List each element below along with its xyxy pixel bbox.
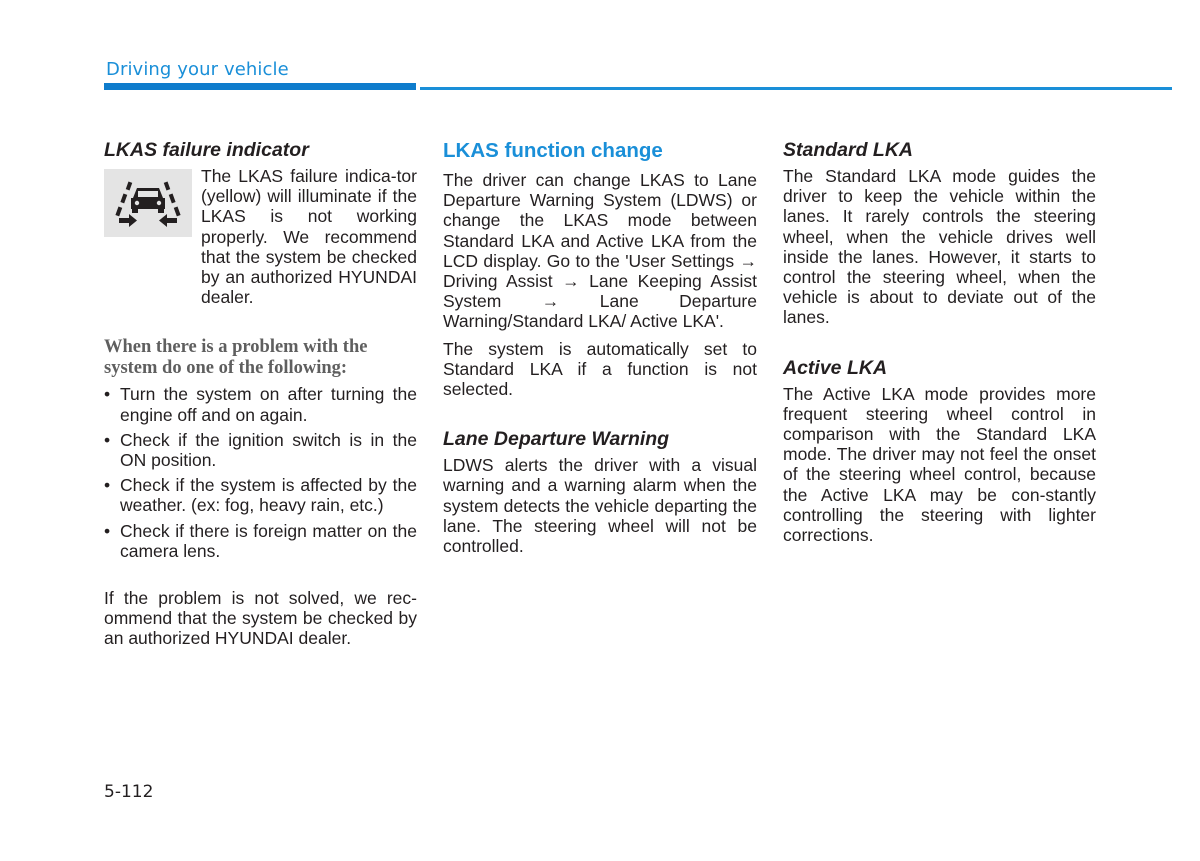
function-change-paragraph: The driver can change LKAS to Lane Departure Warning System (LDWS) or change the LKAS mode between Standard LKA and Active LKA from the LCD display. Go to the 'User Settings → Driving Assist → Lane Keeping Assist System → Lane Departure Warning/Standard LKA/ Active LKA'. bbox=[443, 170, 757, 332]
active-lka-heading: Active LKA bbox=[783, 356, 888, 379]
standard-lka-heading: Standard LKA bbox=[783, 139, 914, 161]
indicator-description: The LKAS failure indica-tor (yellow) will illuminate if the LKAS is not working properly. We recommend that the system be checked by an authorized HYUNDAI dealer. bbox=[201, 166, 417, 308]
page-number: 5-112 bbox=[104, 782, 154, 802]
lkas-function-change-heading: LKAS function change bbox=[443, 139, 663, 162]
lkas-failure-heading: LKAS failure indicator bbox=[104, 139, 309, 161]
list-item: • Turn the system on after turning the engine off and on again. bbox=[104, 384, 417, 424]
problem-heading: When there is a problem with the system do one of the following: bbox=[104, 337, 368, 379]
section-title: Driving your vehicle bbox=[106, 59, 289, 80]
lkas-lane-warning-icon bbox=[104, 169, 192, 237]
default-mode-paragraph: The system is automatically set to Standard LKA if a function is not selected. bbox=[443, 338, 757, 400]
troubleshooting-list bbox=[104, 384, 417, 561]
header-rule-thin bbox=[420, 87, 1172, 90]
ldw-heading: Lane Departure Warning bbox=[443, 428, 670, 451]
header-rule-thick bbox=[104, 83, 416, 90]
ldw-paragraph: LDWS alerts the driver with a visual warning and a warning alarm when the system detects the vehicle departing the lane. The steering wheel will not be controlled. bbox=[443, 455, 757, 557]
standard-lka-paragraph: The Standard LKA mode guides the driver to keep the vehicle within the lanes. It rarely controls the steering wheel, when the vehicle drives well inside the lanes. However, it starts to control the steering wheel, when the vehicle is about to deviate out of the lanes. bbox=[783, 166, 1096, 328]
list-item: • Check if there is foreign matter on the camera lens. bbox=[104, 521, 417, 561]
column-left bbox=[104, 138, 417, 649]
closing-paragraph: If the problem is not solved, we rec-ommend that the system be checked by an authorized HYUNDAI dealer. bbox=[104, 588, 417, 649]
column-middle bbox=[443, 138, 757, 556]
list-item: • Check if the ignition switch is in the ON position. bbox=[104, 430, 417, 470]
indicator-row bbox=[104, 166, 417, 307]
active-lka-paragraph: The Active LKA mode provides more frequent steering wheel control in comparison with the Standard LKA mode. The driver may not feel the onset of the steering wheel control, because the Active LKA may be con-stantly controlling the steering with lighter corrections. bbox=[783, 383, 1096, 546]
list-item: • Check if the system is affected by the weather. (ex: fog, heavy rain, etc.) bbox=[104, 475, 417, 515]
column-right bbox=[783, 138, 1096, 545]
